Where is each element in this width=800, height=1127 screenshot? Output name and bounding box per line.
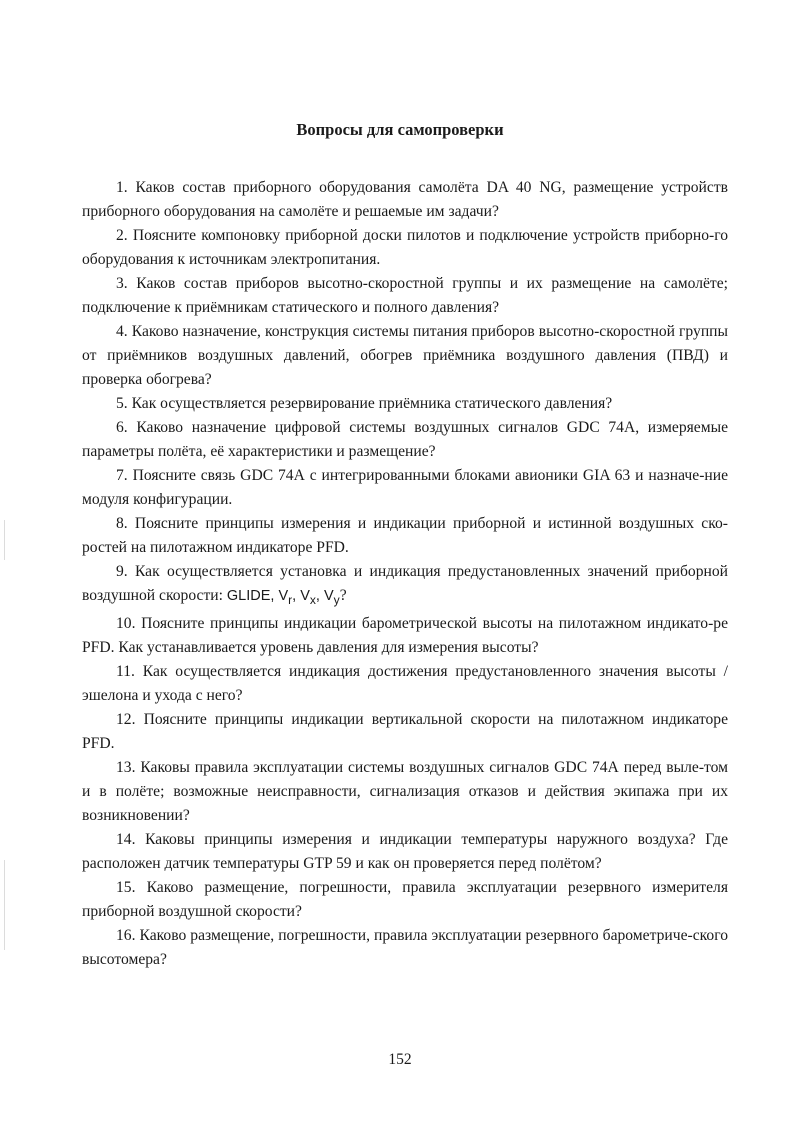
question-9-text: 9. Как осуществляется установка и индикация предустановленных значений приборной воздушной скорости: bbox=[82, 563, 728, 604]
glide-label: GLIDE, bbox=[226, 588, 275, 604]
question-7: 7. Поясните связь GDC 74А с интегрированными блоками авионики GIA 63 и назначе-ние модуля конфигурации. bbox=[82, 467, 728, 508]
vy-subscript: y bbox=[333, 592, 340, 607]
question-16: 16. Каково размещение, погрешности, правила эксплуатации резервного барометриче-ского высотомера? bbox=[82, 926, 728, 968]
question-3: 3. Каков состав приборов высотно-скоростной группы и их размещение на самолёте; подключение к приёмникам статического и полного давления? bbox=[82, 275, 728, 316]
question-9-end: ? bbox=[339, 587, 347, 604]
question-10: 10. Поясните принципы индикации барометрической высоты на пилотажном индикато-ре PFD. Как устанавливается уровень давления для измерения высоты? bbox=[82, 614, 728, 656]
question-12: 12. Поясните принципы индикации вертикальной скорости на пилотажном индикаторе PFD. bbox=[82, 710, 728, 752]
vy-label: V bbox=[323, 588, 334, 604]
question-1: 1. Каков состав приборного оборудования самолёта DA 40 NG, размещение устройств приборного оборудования на самолёте и решаемые им задачи? bbox=[82, 179, 728, 220]
question-4: 4. Каково назначение, конструкция системы питания приборов высотно-скоростной группы от приёмников воздушных давлений, обогрев приёмника воздушного давления (ПВД) и проверка обогрева? bbox=[82, 323, 728, 388]
question-6: 6. Каково назначение цифровой системы воздушных сигналов GDC 74А, измеряемые параметры полёта, её характеристики и размещение? bbox=[82, 419, 728, 460]
question-2: 2. Поясните компоновку приборной доски пилотов и подключение устройств приборно-го оборудования к источникам электропитания. bbox=[82, 227, 728, 268]
question-8: 8. Поясните принципы измерения и индикации приборной и истинной воздушных ско-ростей на пилотажном индикаторе PFD. bbox=[82, 515, 728, 556]
speed-list: GLIDE, $V_r$, $V_x$, $V_y$ bbox=[226, 588, 340, 607]
vx-label: V bbox=[300, 588, 310, 604]
question-15: 15. Каково размещение, погрешности, правила эксплуатации резервного измерителя приборной воздушной скорости? bbox=[82, 878, 728, 920]
question-list bbox=[82, 176, 728, 972]
vr-label: V bbox=[278, 588, 289, 604]
scan-edge-mark bbox=[4, 520, 5, 560]
page-number: 152 bbox=[388, 1051, 412, 1068]
question-11: 11. Как осуществляется индикация достижения предустановленного значения высоты / эшелона и ухода с него? bbox=[82, 662, 728, 704]
question-13: 13. Каковы правила эксплуатации системы воздушных сигналов GDC 74А перед выле-том и в полёте; возможные неисправности, сигнализация отказов и действия экипажа при их возникновении? bbox=[82, 758, 728, 824]
question-5: 5. Как осуществляется резервирование приёмника статического давления? bbox=[116, 395, 613, 412]
page-title: Вопросы для самопроверки bbox=[296, 120, 504, 139]
scan-edge-mark bbox=[4, 860, 5, 950]
vr-subscript: r bbox=[288, 592, 293, 607]
question-9 bbox=[82, 560, 728, 612]
question-14: 14. Каковы принципы измерения и индикации температуры наружного воздуха? Где расположен датчик температуры GTP 59 и как он проверяется перед полётом? bbox=[82, 830, 728, 872]
vx-subscript: x bbox=[309, 592, 316, 607]
